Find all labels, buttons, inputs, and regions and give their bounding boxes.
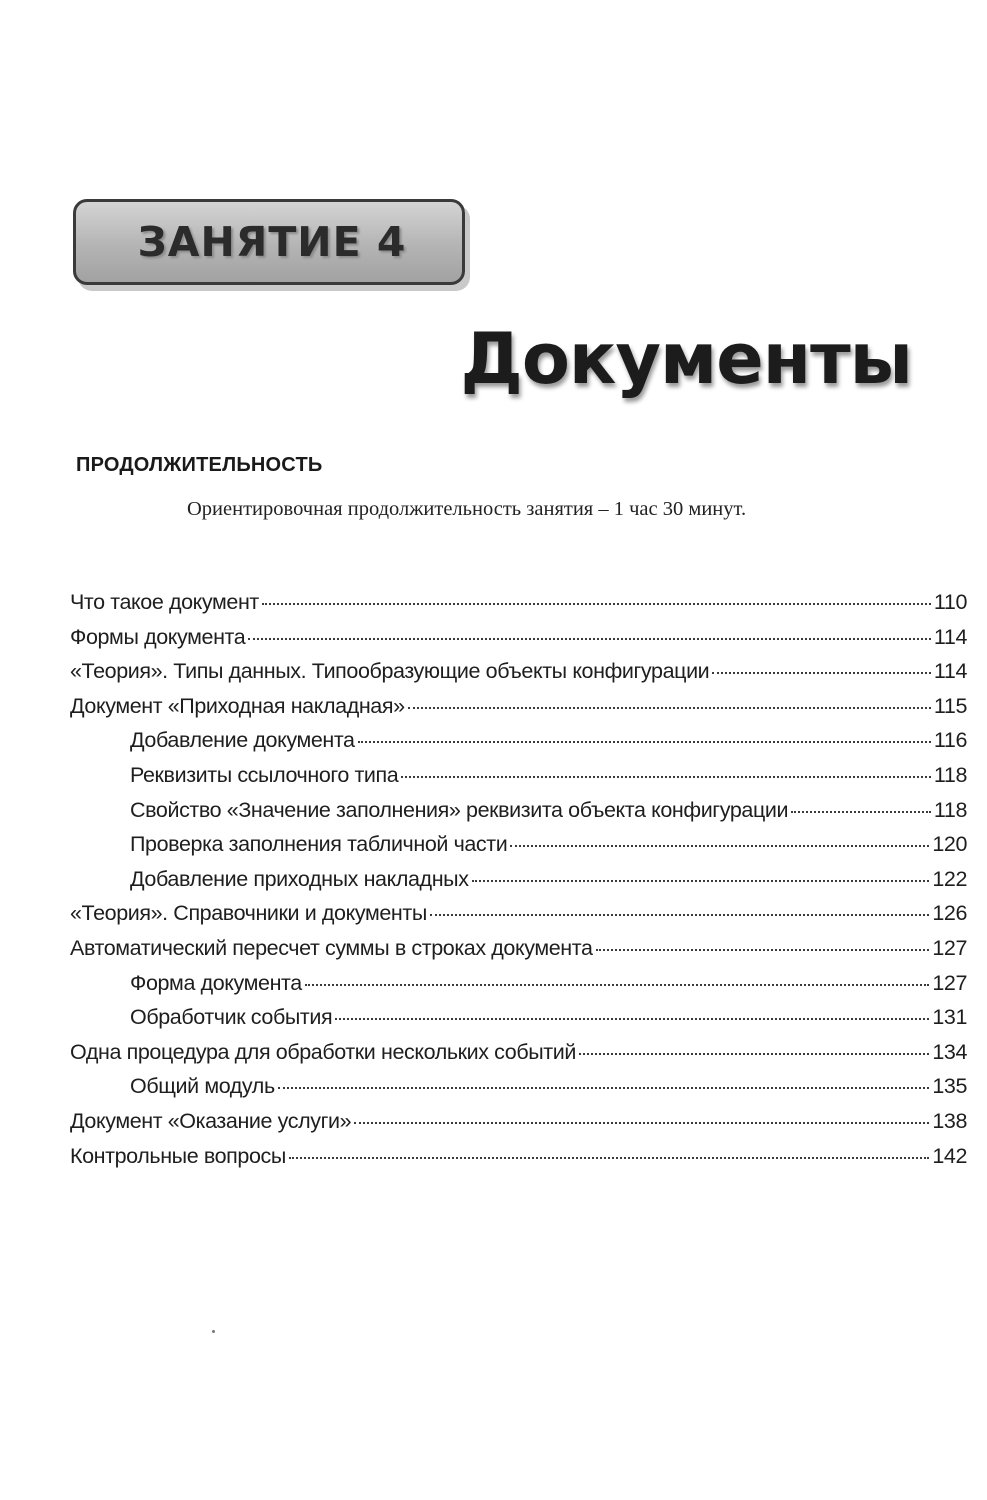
toc-entry-page: 110 [933, 590, 967, 614]
toc-entry[interactable] [70, 936, 967, 971]
toc-entry[interactable] [70, 1144, 967, 1179]
toc-entry-title: Реквизиты ссылочного типа [130, 762, 399, 787]
toc-entry-title: Добавление приходных накладных [130, 866, 469, 891]
toc-dot-leader [335, 1018, 929, 1020]
toc-dot-leader [305, 984, 930, 986]
toc-entry-page: 114 [933, 659, 967, 684]
toc-dot-leader [791, 811, 931, 813]
toc-dot-leader [248, 638, 931, 640]
toc-dot-leader [262, 603, 931, 605]
print-speck [212, 1330, 215, 1333]
toc-entry-page: 120 [932, 832, 967, 857]
toc-entry-page: 116 [933, 728, 967, 753]
toc-entry-page: 142 [932, 1143, 967, 1168]
toc-entry-page: 118 [933, 797, 967, 822]
toc-entry-page: 127 [932, 970, 967, 995]
toc-entry-page: 134 [932, 1039, 967, 1064]
toc-entry[interactable] [70, 728, 967, 763]
table-of-contents [70, 590, 967, 1178]
toc-dot-leader [510, 845, 929, 847]
toc-entry[interactable] [70, 763, 967, 798]
toc-entry-page: 138 [932, 1108, 967, 1133]
toc-entry-title: Свойство «Значение заполнения» реквизита объекта конфигурации [130, 797, 789, 822]
toc-entry[interactable] [70, 590, 967, 625]
toc-entry-page: 118 [933, 762, 967, 787]
toc-dot-leader [401, 776, 931, 778]
toc-entry[interactable] [70, 625, 967, 660]
toc-dot-leader [596, 949, 930, 951]
toc-dot-leader [712, 672, 931, 674]
toc-entry-page: 126 [932, 901, 967, 926]
toc-entry-page: 122 [932, 866, 967, 891]
toc-entry-title: Проверка заполнения табличной части [130, 832, 508, 857]
duration-heading: ПРОДОЛЖИТЕЛЬНОСТЬ [76, 454, 323, 476]
toc-entry-page: 135 [932, 1074, 967, 1099]
toc-entry-title: Форма документа [130, 970, 302, 995]
toc-entry[interactable] [70, 867, 967, 902]
lesson-badge [73, 199, 465, 285]
toc-dot-leader [579, 1053, 929, 1055]
toc-entry-title: Обработчик события [130, 1005, 333, 1030]
toc-entry-page: 114 [933, 624, 967, 649]
toc-entry-title: Что такое документ [70, 590, 259, 614]
toc-dot-leader [354, 1122, 929, 1124]
toc-entry-title: Одна процедура для обработки нескольких событий [70, 1039, 576, 1064]
toc-entry-title: Общий модуль [130, 1074, 275, 1099]
toc-entry[interactable] [70, 1074, 967, 1109]
toc-dot-leader [358, 741, 931, 743]
toc-entry[interactable] [70, 1005, 967, 1040]
toc-entry-page: 131 [932, 1005, 967, 1030]
toc-dot-leader [278, 1087, 930, 1089]
duration-text: Ориентировочная продолжительность занятия – 1 час 30 минут. [187, 498, 747, 520]
chapter-title: Документы [460, 318, 912, 400]
toc-entry-title: Автоматический пересчет суммы в строках документа [70, 935, 593, 960]
toc-entry[interactable] [70, 901, 967, 936]
toc-entry-title: «Теория». Справочники и документы [70, 901, 427, 926]
toc-entry-title: Контрольные вопросы [70, 1143, 286, 1168]
toc-entry[interactable] [70, 798, 967, 833]
toc-dot-leader [472, 880, 930, 882]
toc-entry[interactable] [70, 1109, 967, 1144]
toc-entry-title: «Теория». Типы данных. Типообразующие объекты конфигурации [70, 659, 710, 684]
toc-entry-title: Документ «Приходная накладная» [70, 693, 405, 718]
toc-dot-leader [289, 1157, 929, 1159]
toc-entry[interactable] [70, 1040, 967, 1075]
toc-entry-title: Документ «Оказание услуги» [70, 1108, 352, 1133]
toc-entry-page: 127 [932, 935, 967, 960]
toc-entry[interactable] [70, 694, 967, 729]
toc-entry-title: Формы документа [70, 624, 246, 649]
toc-entry-page: 115 [933, 693, 967, 718]
toc-entry-title: Добавление документа [130, 728, 355, 753]
lesson-number: ЗАНЯТИЕ 4 [137, 218, 407, 266]
toc-entry[interactable] [70, 971, 967, 1006]
toc-dot-leader [430, 914, 929, 916]
toc-dot-leader [408, 707, 931, 709]
toc-entry[interactable] [70, 659, 967, 694]
toc-entry[interactable] [70, 832, 967, 867]
